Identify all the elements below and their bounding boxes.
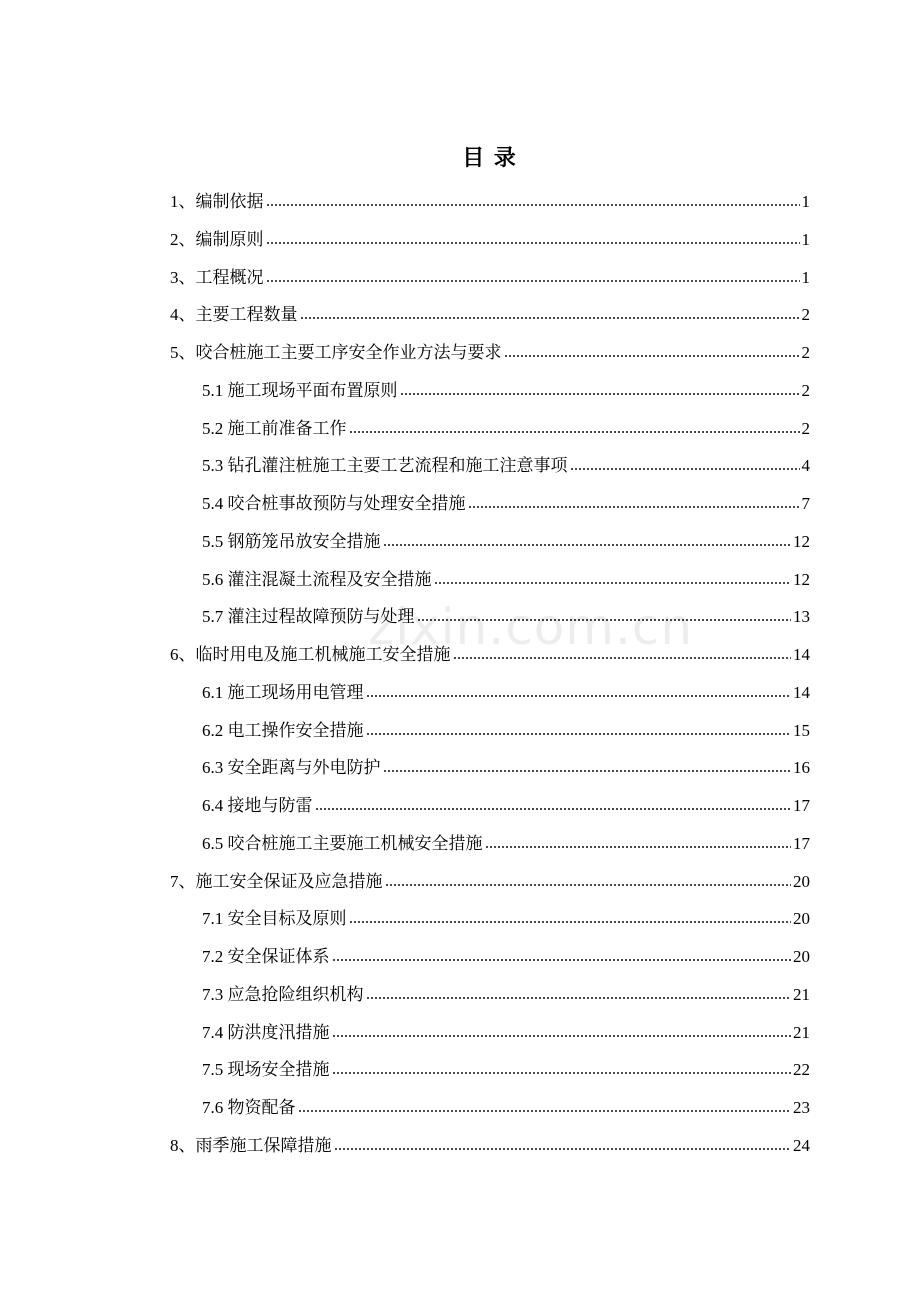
dot-leader: [400, 386, 800, 396]
dot-leader: [315, 801, 792, 811]
dot-leader: [334, 1141, 792, 1151]
toc-subentry: [170, 976, 810, 1014]
toc-entry-page-number: 1: [801, 192, 810, 211]
dot-leader: [332, 1028, 792, 1038]
toc-entry-label: 5.6 灌注混凝土流程及安全措施: [202, 569, 432, 589]
toc-subentry: [170, 485, 810, 523]
toc-entry-page-number: 17: [793, 796, 810, 815]
toc-entry-page-number: 2: [801, 343, 810, 362]
toc-entry: [170, 334, 810, 372]
toc-subentry: [170, 938, 810, 976]
toc-entry-label: 5.5 钢筋笼吊放安全措施: [202, 531, 381, 551]
toc-entry: [170, 863, 810, 901]
toc-subentry: [170, 1051, 810, 1089]
toc-subentry: [170, 900, 810, 938]
dot-leader: [570, 461, 800, 471]
dot-leader: [266, 273, 800, 283]
toc-entry-page-number: 4: [801, 456, 810, 476]
toc-entry-label: 5.3 钻孔灌注桩施工主要工艺流程和施工注意事项: [202, 456, 568, 476]
toc-entry-page-number: 14: [793, 645, 810, 664]
toc-entry-page-number: 2: [801, 305, 810, 325]
toc-subentry: [170, 787, 810, 825]
watermark: zixin.com.cn: [368, 598, 694, 656]
toc-entry-label: 2、编制原则: [170, 229, 264, 249]
toc-entry-label: 6.2 电工操作安全措施: [202, 720, 364, 740]
dot-leader: [366, 688, 792, 698]
toc-entry: [170, 183, 810, 221]
table-of-contents: [170, 183, 810, 1165]
dot-leader: [468, 499, 800, 509]
toc-entry-page-number: 12: [793, 569, 810, 589]
toc-entry-page-number: 21: [793, 1022, 810, 1042]
toc-entry-label: 6.4 接地与防雷: [202, 796, 313, 815]
toc-entry-page-number: 13: [793, 607, 810, 627]
toc-subentry: [170, 447, 810, 485]
toc-entry-page-number: 20: [793, 909, 810, 929]
toc-subentry: [170, 561, 810, 599]
toc-entry-label: 5.1 施工现场平面布置原则: [202, 380, 398, 400]
toc-entry-label: 7.3 应急抢险组织机构: [202, 984, 364, 1004]
toc-entry: [170, 259, 810, 297]
dot-leader: [300, 310, 800, 320]
toc-entry-label: 6.3 安全距离与外电防护: [202, 758, 381, 778]
toc-subentry: [170, 410, 810, 448]
toc-entry-label: 7、施工安全保证及应急措施: [170, 871, 383, 891]
toc-entry-page-number: 12: [793, 531, 810, 551]
toc-subentry: [170, 825, 810, 863]
toc-entry-label: 6.1 施工现场用电管理: [202, 682, 364, 702]
dot-leader: [332, 952, 792, 962]
toc-entry-label: 7.6 物资配备: [202, 1098, 296, 1117]
toc-subentry: [170, 1014, 810, 1052]
toc-subentry: [170, 1089, 810, 1127]
toc-entry-label: 5、咬合桩施工主要工序安全作业方法与要求: [170, 343, 502, 362]
toc-entry-label: 6、临时用电及施工机械施工安全措施: [170, 645, 451, 664]
toc-entry-page-number: 23: [793, 1098, 810, 1117]
toc-entry-label: 3、工程概况: [170, 267, 264, 287]
toc-entry-page-number: 1: [801, 267, 810, 287]
toc-entry-page-number: 16: [793, 758, 810, 778]
dot-leader: [366, 990, 792, 1000]
toc-entry-label: 7.4 防洪度汛措施: [202, 1022, 330, 1042]
toc-entry-label: 7.2 安全保证体系: [202, 947, 330, 966]
toc-entry-label: 1、编制依据: [170, 192, 264, 211]
toc-entry-page-number: 14: [793, 682, 810, 702]
toc-entry-page-number: 7: [801, 494, 810, 513]
toc-subentry: [170, 598, 810, 636]
toc-entry: [170, 636, 810, 674]
toc-entry-label: 5.7 灌注过程故障预防与处理: [202, 607, 415, 627]
toc-entry-label: 7.1 安全目标及原则: [202, 909, 347, 929]
toc-entry: [170, 296, 810, 334]
toc-subentry: [170, 749, 810, 787]
toc-entry-page-number: 22: [793, 1060, 810, 1080]
toc-entry: [170, 221, 810, 259]
toc-entry-page-number: 2: [801, 418, 810, 438]
dot-leader: [383, 763, 792, 773]
toc-subentry: [170, 523, 810, 561]
toc-entry-label: 8、雨季施工保障措施: [170, 1135, 332, 1155]
dot-leader: [434, 575, 792, 585]
dot-leader: [349, 914, 792, 924]
toc-entry-page-number: 17: [793, 833, 810, 853]
dot-leader: [332, 1065, 792, 1075]
toc-entry: [170, 1127, 810, 1165]
toc-entry-label: 4、主要工程数量: [170, 305, 298, 325]
dot-leader: [366, 726, 792, 736]
toc-entry-label: 7.5 现场安全措施: [202, 1060, 330, 1080]
toc-subentry: [170, 712, 810, 750]
toc-entry-page-number: 24: [793, 1135, 810, 1155]
toc-entry-page-number: 20: [793, 871, 810, 891]
dot-leader: [266, 235, 800, 245]
dot-leader: [383, 537, 792, 547]
toc-entry-page-number: 1: [801, 229, 810, 249]
dot-leader: [298, 1103, 792, 1113]
toc-entry-label: 5.4 咬合桩事故预防与处理安全措施: [202, 494, 466, 513]
dot-leader: [417, 612, 792, 622]
toc-subentry: [170, 674, 810, 712]
dot-leader: [504, 348, 800, 358]
dot-leader: [485, 839, 792, 849]
page-title: 目 录: [462, 145, 518, 170]
dot-leader: [349, 424, 800, 434]
toc-entry-page-number: 20: [793, 947, 810, 966]
toc-entry-page-number: 15: [793, 720, 810, 740]
toc-entry-page-number: 2: [801, 380, 810, 400]
toc-subentry: [170, 372, 810, 410]
toc-entry-label: 6.5 咬合桩施工主要施工机械安全措施: [202, 833, 483, 853]
toc-entry-label: 5.2 施工前准备工作: [202, 418, 347, 438]
toc-entry-page-number: 21: [793, 984, 810, 1004]
dot-leader: [453, 650, 792, 660]
dot-leader: [385, 877, 792, 887]
dot-leader: [266, 197, 800, 207]
